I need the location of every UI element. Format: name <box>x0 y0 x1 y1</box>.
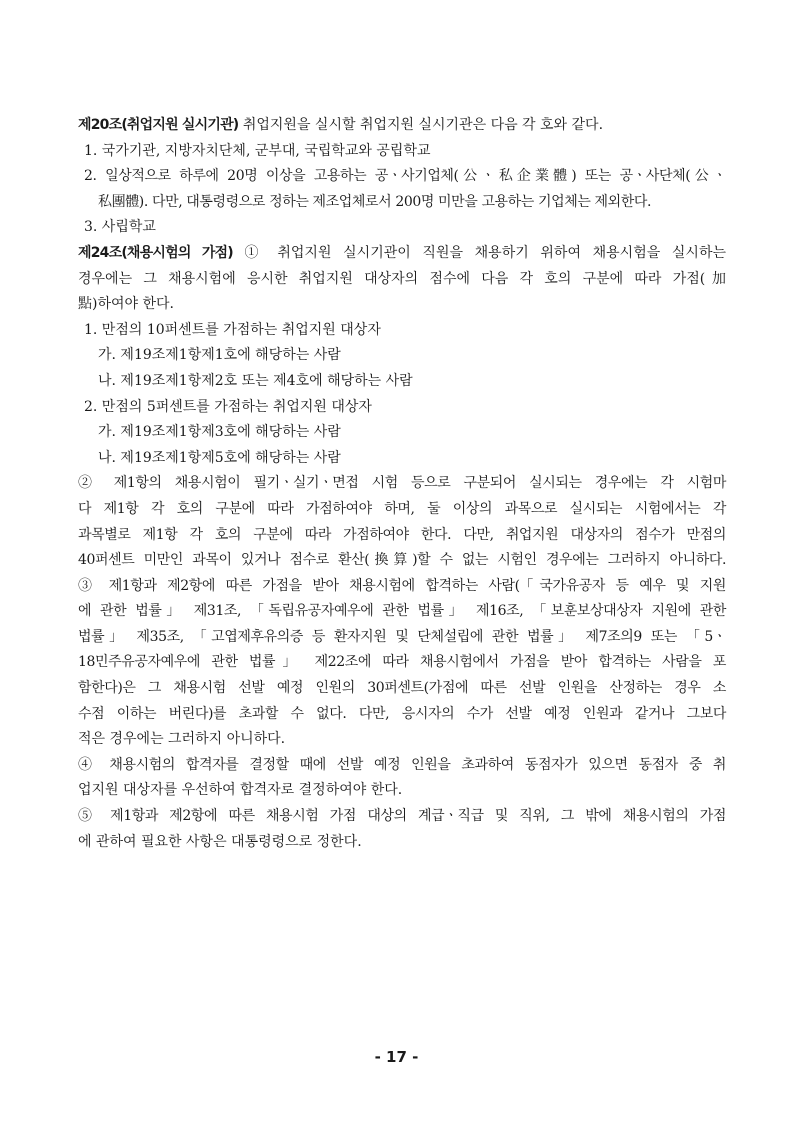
article-20-intro: 취업지원을 실시할 취업지원 실시기관은 다음 각 호와 같다. <box>238 117 604 133</box>
article-24-item-1-b: 나. 제19조제1항제2호 또는 제4호에 해당하는 사람 <box>98 372 413 389</box>
article-24-para-2-line-3: 과목별로 제1항 각 호의 구분에 따라 가점하여야 한다. 다만, 취업지원 대상자의 점수가 만점의 <box>78 526 726 543</box>
article-20-item-1: 1. 국가기관, 지방자치단체, 군부대, 국립학교와 공립학교 <box>84 142 431 159</box>
article-24-item-1: 1. 만점의 10퍼센트를 가점하는 취업지원 대상자 <box>84 321 381 338</box>
article-24-item-2-b: 나. 제19조제1항제5호에 해당하는 사람 <box>98 449 341 466</box>
article-24-para-2-line-2: 다 제1항 각 호의 구분에 따라 가점하여야 하며, 둘 이상의 과목으로 실시되는 시험에서는 각 <box>78 500 726 517</box>
document-body <box>78 113 726 855</box>
article-24-para-4-line-2: 업지원 대상자를 우선하여 합격자로 결정하여야 한다. <box>78 782 403 799</box>
article-24-para-3-line-5: 함한다)은 그 채용시험 선발 예정 인원의 30퍼센트(가점에 따른 선발 인원을 산정하는 경우 소 <box>78 680 726 697</box>
article-24-para-1-line-3: 點)하여야 한다. <box>78 296 174 313</box>
article-24-para-3-line-2: 에 관한 법률」 제31조, 「독립유공자예우에 관한 법률」 제16조, 「보훈보상대상자 지원에 관한 <box>78 603 726 620</box>
article-20-item-2-line-1: 2. 일상적으로 하루에 20명 이상을 고용하는 공ㆍ사기업체(公ㆍ私企業體) 또는 공ㆍ사단체(公ㆍ <box>84 168 726 185</box>
article-24-item-2: 2. 만점의 5퍼센트를 가점하는 취업지원 대상자 <box>84 398 372 415</box>
article-24-para-4-line-1: ④ 채용시험의 합격자를 결정할 때에 선발 예정 인원을 초과하여 동점자가 있으면 동점자 중 취 <box>78 756 726 773</box>
article-24-para-5-line-1: ⑤ 제1항과 제2항에 따른 채용시험 가점 대상의 계급ㆍ직급 및 직위, 그 밖에 채용시험의 가점 <box>78 808 726 825</box>
article-20-item-3: 3. 사립학교 <box>84 219 156 236</box>
article-20-heading: 제20조(취업지원 실시기관) <box>78 117 239 133</box>
article-24-para-2-line-1: ② 제1항의 채용시험이 필기ㆍ실기ㆍ면접 시험 등으로 구분되어 실시되는 경우에는 각 시험마 <box>78 475 726 492</box>
article-24-para-3-line-7: 적은 경우에는 그러하지 아니하다. <box>78 731 286 748</box>
article-24-item-1-a: 가. 제19조제1항제1호에 해당하는 사람 <box>98 347 341 364</box>
article-24-para-3-line-6: 수점 이하는 버린다)를 초과할 수 없다. 다만, 응시자의 수가 선발 예정 인원과 같거나 그보다 <box>78 705 726 722</box>
page-number: - 17 - <box>374 1048 419 1066</box>
article-24-para-1-line-2: 경우에는 그 채용시험에 응시한 취업지원 대상자의 점수에 다음 각 호의 구분에 따라 가점(加 <box>78 270 726 287</box>
article-24-heading: 제24조(채용시험의 가점) <box>78 244 233 261</box>
article-24-para-3-line-4: 18민주유공자예우에 관한 법률」 제22조에 따라 채용시험에서 가점을 받아 합격하는 사람을 포 <box>78 654 726 671</box>
article-24-para-1-line-1: ① 취업지원 실시기관이 직원을 채용하기 위하여 채용시험을 실시하는 <box>232 244 726 261</box>
article-24-para-3-line-3: 법률」 제35조, 「고엽제후유의증 등 환자지원 및 단체설립에 관한 법률」 제7조의9 또는 「5ㆍ <box>78 628 726 645</box>
article-24-item-2-a: 가. 제19조제1항제3호에 해당하는 사람 <box>98 424 341 441</box>
article-24-para-3-line-1: ③ 제1항과 제2항에 따른 가점을 받아 채용시험에 합격하는 사람(「국가유공자 등 예우 및 지원 <box>78 577 726 594</box>
article-20-item-2-line-2: 私團體). 다만, 대통령령으로 정하는 제조업체로서 200명 미만을 고용하는 기업체는 제외한다. <box>98 193 652 210</box>
article-24-title-line <box>78 241 726 267</box>
article-24-para-5-line-2: 에 관하여 필요한 사항은 대통령령으로 정한다. <box>78 833 362 850</box>
article-24-para-2-line-4: 40퍼센트 미만인 과목이 있거나 점수로 환산(換算)할 수 없는 시험인 경우에는 그러하지 아니하다. <box>78 552 726 569</box>
article-20-title-line <box>78 113 726 139</box>
